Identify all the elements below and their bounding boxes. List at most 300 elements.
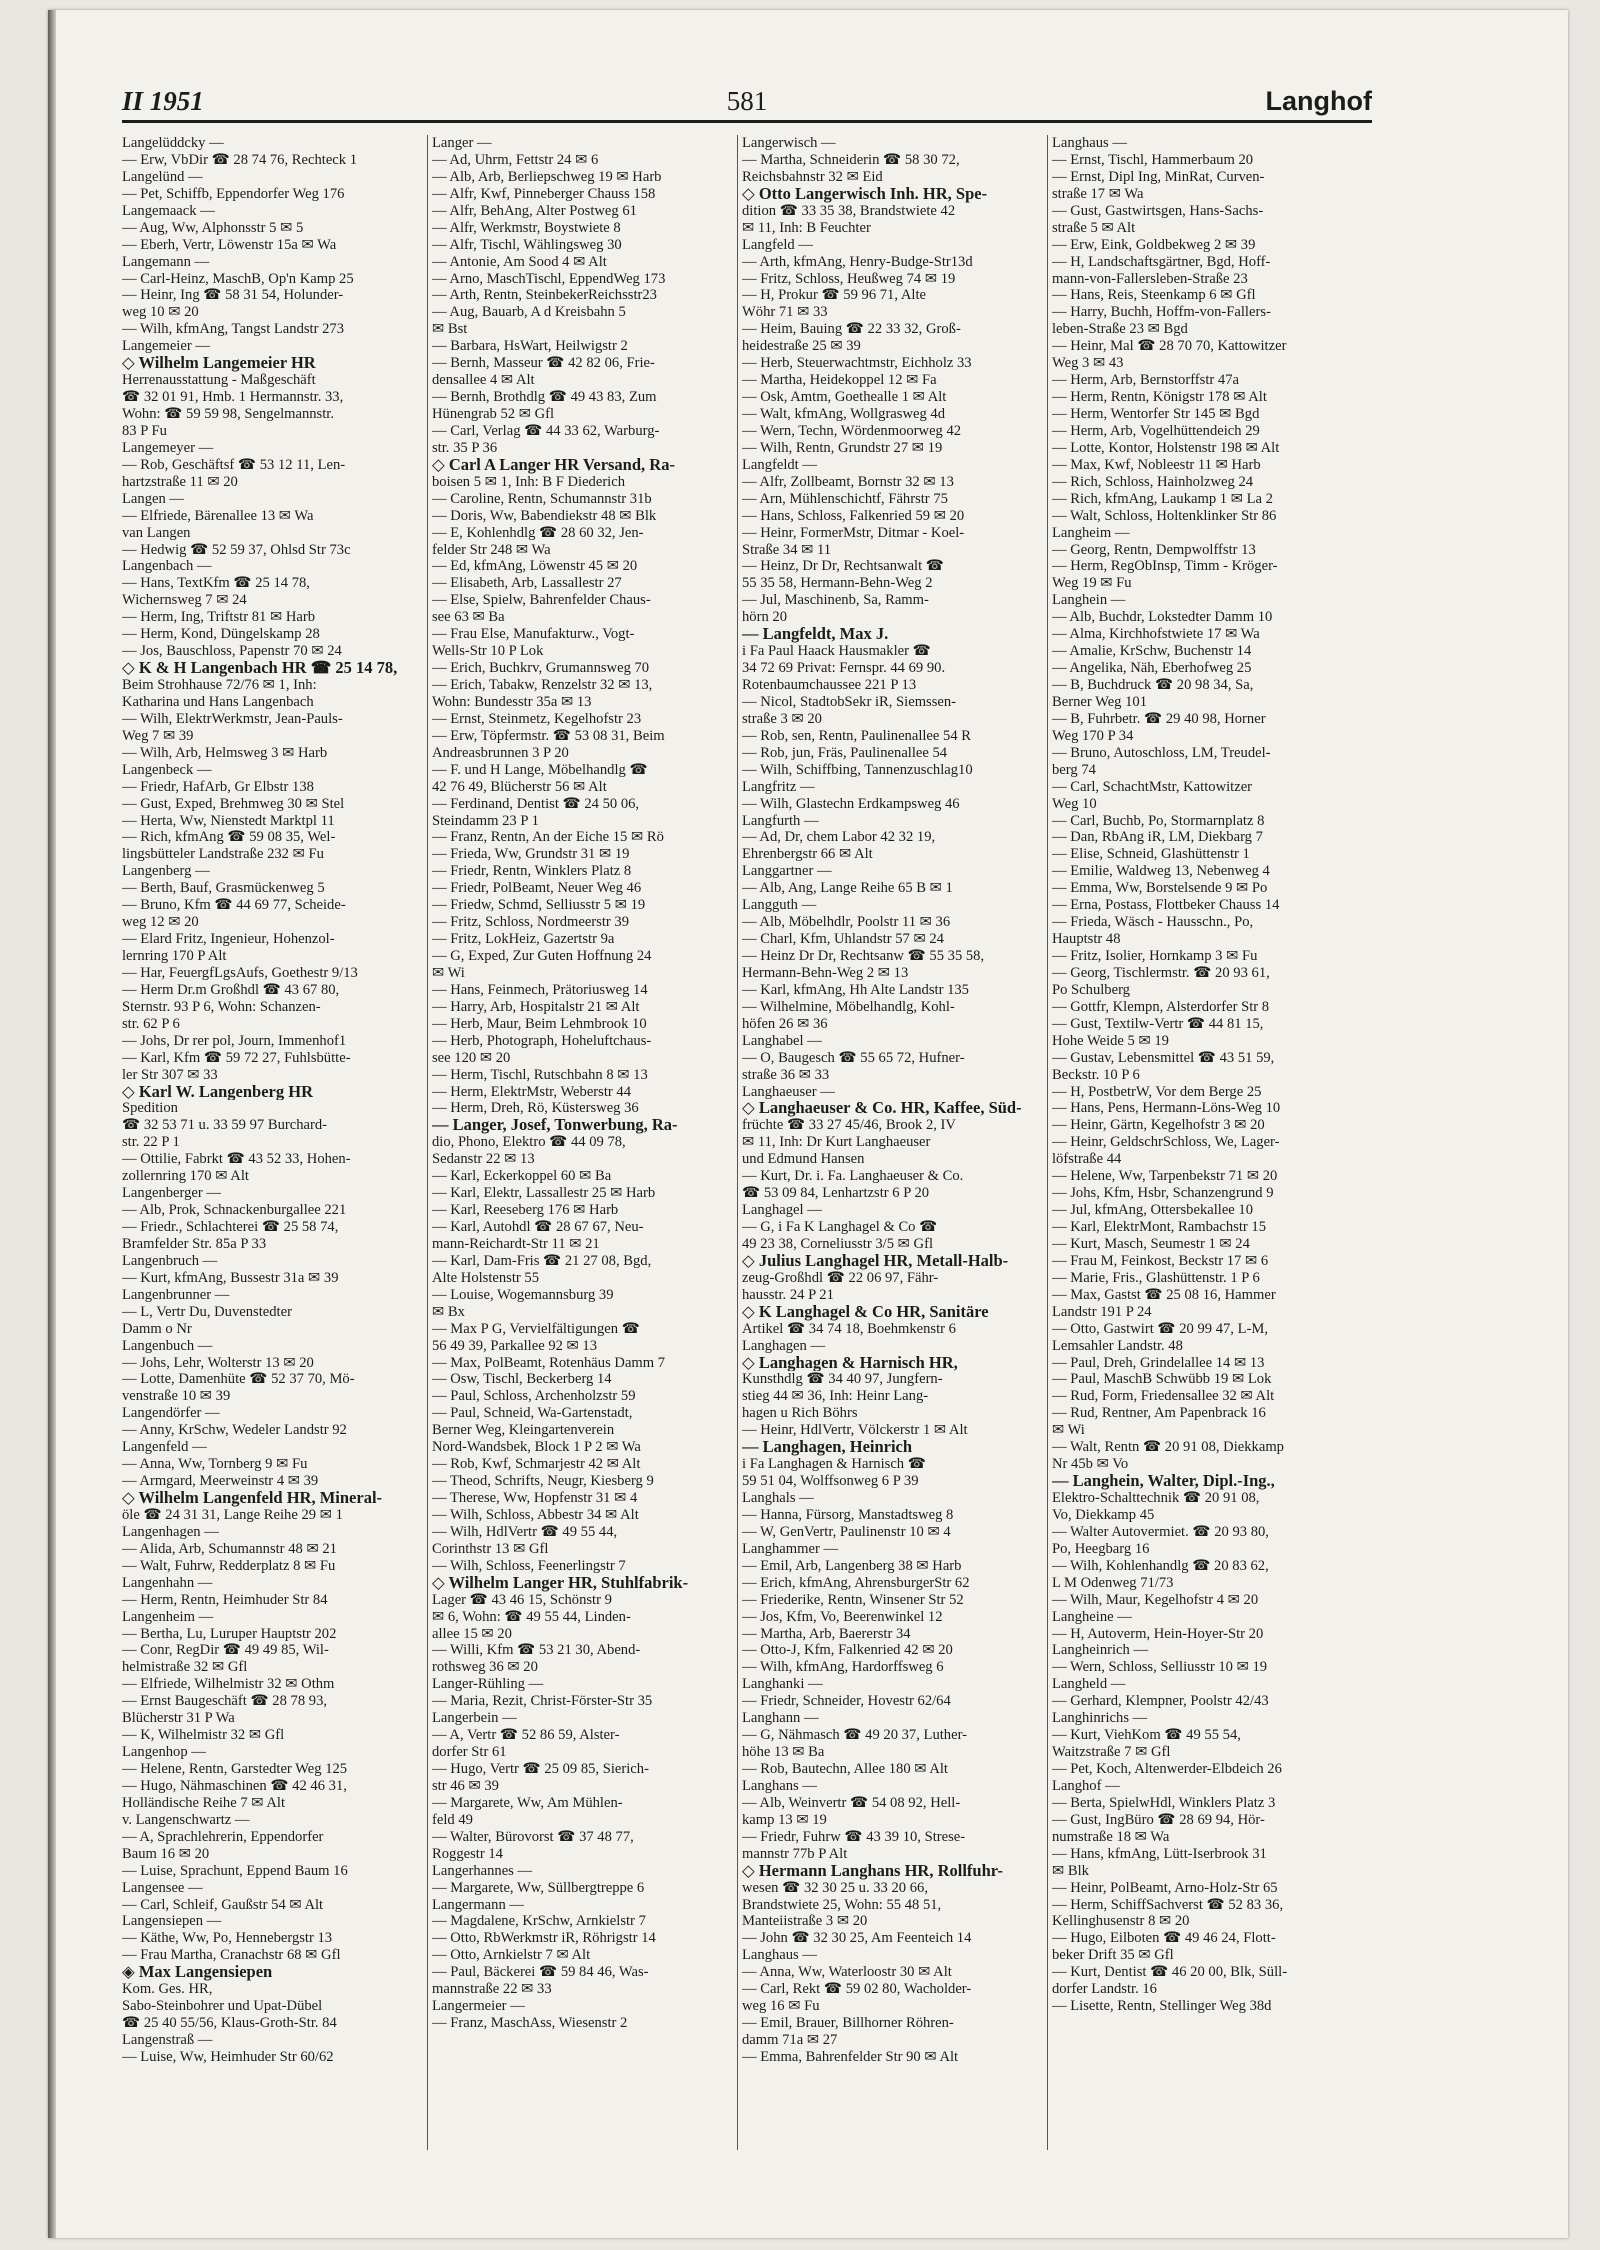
directory-line: ✉ 11, Inh: B Feuchter	[742, 219, 871, 236]
directory-line: — Bruno, Kfm ☎ 44 69 77, Scheide-	[122, 897, 346, 914]
directory-line: — Alfr, BehAng, Alter Postweg 61	[432, 202, 637, 219]
directory-line: — Arno, MaschTischl, EppendWeg 173	[432, 270, 666, 287]
directory-line: — Maria, Rezit, Christ-Förster-Str 35	[432, 1693, 653, 1710]
directory-line: wesen ☎ 32 30 25 u. 33 20 66,	[742, 1879, 928, 1896]
directory-line: — Carl, Rekt ☎ 59 02 80, Wacholder-	[742, 1981, 972, 1998]
directory-line: — Kurt, Dentist ☎ 46 20 00, Blk, Süll-	[1052, 1964, 1288, 1981]
directory-line: zollernring 170 ✉ Alt	[122, 1168, 249, 1185]
directory-line: — Else, Spielw, Bahrenfelder Chaus-	[432, 592, 651, 609]
directory-line: 49 23 38, Corneliusstr 3/5 ✉ Gfl	[742, 1235, 933, 1252]
directory-line: Langenbach —	[122, 558, 212, 575]
directory-line: Wohn: Bundesstr 35a ✉ 13	[432, 693, 592, 710]
directory-line: Langer-Rühling —	[432, 1676, 544, 1693]
directory-line: — Langhagen, Heinrich	[742, 1439, 913, 1457]
directory-line: — Osk, Amtm, Goethealle 1 ✉ Alt	[742, 389, 947, 406]
directory-line: — Gust, IngBüro ☎ 28 69 94, Hör-	[1052, 1811, 1265, 1828]
directory-line: ◇ K & H Langenbach HR ☎ 25 14 78,	[122, 660, 398, 677]
directory-line: — Emil, Brauer, Billhorner Röhren-	[742, 2015, 954, 2032]
directory-line: — Herm, Rentn, Königstr 178 ✉ Alt	[1052, 389, 1267, 406]
directory-line: hartzstraße 11 ✉ 20	[122, 473, 238, 490]
directory-line: — Ad, Uhrm, Fettstr 24 ✉ 6	[432, 151, 599, 168]
directory-line: Langermeier —	[432, 1998, 525, 2015]
directory-line: Langendörfer —	[122, 1405, 220, 1422]
directory-line: — Antonie, Am Sood 4 ✉ Alt	[432, 253, 607, 270]
directory-line: Hermann-Behn-Weg 2 ✉ 13	[742, 964, 909, 981]
directory-line: — Rich, kfmAng ☎ 59 08 35, Wel-	[122, 829, 336, 846]
directory-line: ✉ Bst	[432, 321, 468, 338]
directory-line: — Otto, Gastwirt ☎ 20 99 47, L-M,	[1052, 1320, 1268, 1337]
directory-line: — A, Sprachlehrerin, Eppendorfer	[122, 1828, 324, 1845]
directory-line: Langfurth —	[742, 812, 819, 829]
directory-line: Langerbein —	[432, 1710, 517, 1727]
directory-line: — Paul, Schneid, Wa-Gartenstadt,	[432, 1405, 633, 1422]
directory-line: Langfeld —	[742, 236, 813, 253]
directory-line: — Anna, Ww, Waterloostr 30 ✉ Alt	[742, 1964, 952, 1981]
directory-line: — Herb, Photograph, Hoheluftchaus-	[432, 1032, 652, 1049]
directory-line: — Armgard, Meerweinstr 4 ✉ 39	[122, 1473, 319, 1490]
edition-label: II 1951	[122, 86, 204, 116]
directory-line: — Friedr, PolBeamt, Neuer Weg 46	[432, 880, 642, 897]
directory-line: — Ernst, Dipl Ing, MinRat, Curven-	[1052, 168, 1265, 185]
directory-line: Langenheim —	[122, 1608, 214, 1625]
directory-line: straße 3 ✉ 20	[742, 710, 822, 727]
directory-line: — Wilh, Schloss, Feenerlingstr 7	[432, 1557, 626, 1574]
directory-line: Alte Holstenstr 55	[432, 1269, 540, 1286]
directory-line: — Frieda, Ww, Grundstr 31 ✉ 19	[432, 846, 630, 863]
directory-line: — Heinr, HdlVertr, Völckerstr 1 ✉ Alt	[742, 1422, 968, 1439]
directory-line: — Bertha, Lu, Luruper Hauptstr 202	[122, 1625, 337, 1642]
directory-line: 56 49 39, Parkallee 92 ✉ 13	[432, 1337, 598, 1354]
directory-line: Langhaus —	[742, 1947, 817, 1964]
directory-line: — Martha, Schneiderin ☎ 58 30 72,	[742, 151, 960, 168]
directory-line: — Wern, Schloss, Selliusstr 10 ✉ 19	[1052, 1659, 1268, 1676]
directory-line: Andreasbrunnen 3 P 20	[432, 744, 569, 761]
directory-line: — Magdalene, KrSchw, Arnkielstr 7	[432, 1913, 646, 1930]
directory-line: v. Langenschwartz —	[122, 1811, 250, 1828]
directory-line: str. 22 P 1	[122, 1134, 180, 1151]
directory-line: Hauptstr 48	[1052, 931, 1121, 948]
directory-line: — Friederike, Rentn, Winsener Str 52	[742, 1591, 964, 1608]
directory-line: — Louise, Wogemannsburg 39	[432, 1286, 614, 1303]
directory-line: hagen u Rich Böhrs	[742, 1405, 858, 1422]
directory-line: Nr 45b ✉ Vo	[1052, 1456, 1129, 1473]
directory-line: Brandstwiete 25, Wohn: 55 48 51,	[742, 1896, 942, 1913]
directory-line: — Anna, Ww, Tornberg 9 ✉ Fu	[122, 1456, 308, 1473]
directory-line: Langhals —	[742, 1490, 814, 1506]
directory-line: Langheinrich —	[1052, 1642, 1149, 1659]
directory-line: — Erw, Töpfermstr. ☎ 53 08 31, Beim	[432, 727, 665, 744]
directory-line: — Heim, Bauing ☎ 22 33 32, Groß-	[742, 321, 961, 338]
directory-line: — O, Baugesch ☎ 55 65 72, Hufner-	[742, 1049, 965, 1066]
directory-line: höfen 26 ✉ 36	[742, 1015, 828, 1032]
directory-line: Langer —	[432, 135, 492, 151]
directory-line: — Max, Gastst ☎ 25 08 16, Hammer	[1052, 1286, 1276, 1303]
directory-line: — Lotte, Kontor, Holstenstr 198 ✉ Alt	[1052, 439, 1280, 456]
directory-line: — Dan, RbAng iR, LM, Diekbarg 7	[1052, 829, 1263, 846]
directory-line: — Arn, Mühlenschichtf, Fährstr 75	[742, 490, 948, 507]
directory-line: — Erich, kfmAng, AhrensburgerStr 62	[742, 1574, 970, 1591]
directory-line: Po Schulberg	[1052, 981, 1130, 998]
directory-line: — Max, PolBeamt, Rotenhäus Damm 7	[432, 1354, 666, 1371]
directory-line: lernring 170 P Alt	[122, 948, 227, 964]
directory-line: ☎ 25 40 55/56, Klaus-Groth-Str. 84	[122, 2015, 337, 2032]
directory-line: Langenberger —	[122, 1185, 222, 1202]
directory-line: ◈ Max Langensiepen	[122, 1964, 273, 1982]
directory-line: — Elfriede, Bärenallee 13 ✉ Wa	[122, 507, 314, 524]
directory-line: — Kurt, kfmAng, Bussestr 31a ✉ 39	[122, 1269, 339, 1286]
directory-line: — Harry, Buchh, Hoffm-von-Fallers-	[1052, 304, 1271, 321]
directory-line: — Elise, Schneid, Glashüttenstr 1	[1052, 846, 1250, 863]
directory-line: Langgartner —	[742, 863, 832, 880]
directory-line: 55 35 58, Hermann-Behn-Weg 2	[742, 575, 933, 592]
directory-line: — Rob, Kwf, Schmarjestr 42 ✉ Alt	[432, 1456, 641, 1473]
directory-line: ◇ Otto Langerwisch Inh. HR, Spe-	[742, 185, 988, 203]
directory-line: — H, Landschaftsgärtner, Bgd, Hoff-	[1052, 253, 1271, 270]
directory-line: — Otto, Arnkielstr 7 ✉ Alt	[432, 1947, 591, 1964]
directory-line: Bramfelder Str. 85a P 33	[122, 1235, 267, 1252]
directory-line: — Hans, kfmAng, Lütt-Iserbrook 31	[1052, 1845, 1267, 1862]
directory-line: ☎ 32 01 91, Hmb. 1 Hermannstr. 33,	[122, 389, 344, 406]
directory-line: — Karl, Kfm ☎ 59 72 27, Fuhlsbütte-	[122, 1049, 351, 1066]
directory-line: — Wilh, Rentn, Grundstr 27 ✉ 19	[742, 439, 943, 456]
directory-line: — Käthe, Ww, Po, Hennebergstr 13	[122, 1930, 333, 1947]
directory-line: — Alb, Weinvertr ☎ 54 08 92, Hell-	[742, 1794, 961, 1811]
directory-line: — Bernh, Brothdlg ☎ 49 43 83, Zum	[432, 389, 657, 406]
directory-line: i Fa Paul Haack Hausmakler ☎	[742, 643, 931, 660]
directory-line: — Herm, RegObInsp, Timm - Kröger-	[1052, 558, 1278, 575]
directory-line: — Elisabeth, Arb, Lassallestr 27	[432, 575, 622, 592]
directory-line: — Frau Else, Manufakturw., Vogt-	[432, 626, 635, 643]
directory-line: Langermann —	[432, 1896, 524, 1913]
directory-line: — Wilh, Arb, Helmsweg 3 ✉ Harb	[122, 744, 328, 761]
directory-line: — Herta, Ww, Nienstedt Marktpl 11	[122, 812, 335, 829]
directory-line: — Langer, Josef, Tonwerbung, Ra-	[432, 1117, 678, 1135]
directory-line: Langenbeck —	[122, 761, 212, 778]
directory-line: — Max, Kwf, Nobleestr 11 ✉ Harb	[1052, 456, 1261, 473]
directory-line: — Herm, ElektrMstr, Weberstr 44	[432, 1083, 631, 1100]
directory-line: Langhein —	[1052, 592, 1126, 609]
directory-line: numstraße 18 ✉ Wa	[1052, 1828, 1170, 1845]
directory-line: — Walt, Schloss, Holtenklinker Str 86	[1052, 507, 1277, 524]
directory-line: Straße 34 ✉ 11	[742, 541, 832, 558]
directory-line: Steindamm 23 P 1	[432, 812, 539, 829]
directory-line: Reichsbahnstr 32 ✉ Eid	[742, 168, 883, 185]
directory-line: Wichernsweg 7 ✉ 24	[122, 592, 247, 609]
directory-line: lingsbütteler Landstraße 232 ✉ Fu	[122, 846, 324, 863]
directory-line: Langenbuch —	[122, 1337, 213, 1354]
directory-line: Langheine —	[1052, 1608, 1132, 1625]
book-spine-shadow	[48, 10, 56, 2238]
directory-line: — Hugo, Nähmaschinen ☎ 42 46 31,	[122, 1777, 347, 1794]
directory-line: — Erich, Tabakw, Renzelstr 32 ✉ 13,	[432, 677, 653, 693]
directory-line: — Nicol, StadtobSekr iR, Siemssen-	[742, 693, 957, 710]
directory-line: Langenbruch —	[122, 1252, 218, 1269]
directory-line: mann-von-Fallersleben-Straße 23	[1052, 270, 1248, 287]
directory-line: Langhof —	[1052, 1777, 1120, 1794]
column-rule	[427, 135, 428, 2150]
directory-line: str 46 ✉ 39	[432, 1777, 499, 1794]
directory-line: ler Str 307 ✉ 33	[122, 1066, 218, 1083]
directory-line: Langheim —	[1052, 524, 1130, 541]
directory-line: — Walt, kfmAng, Wollgrasweg 4d	[742, 406, 946, 422]
directory-line: — Franz, MaschAss, Wiesenstr 2	[432, 2015, 628, 2032]
directory-line: — Wilh, Schiffbing, Tannenzuschlag10	[742, 761, 973, 778]
directory-line: mannstraße 22 ✉ 33	[432, 1981, 552, 1998]
directory-line: — Gustav, Lebensmittel ☎ 43 51 59,	[1052, 1049, 1275, 1066]
directory-line: — Jos, Kfm, Vo, Beerenwinkel 12	[742, 1608, 943, 1625]
directory-line: — Wilh, ElektrWerkmstr, Jean-Pauls-	[122, 710, 343, 727]
directory-line: — Martha, Arb, Baererstr 34	[742, 1625, 911, 1642]
directory-line: — A, Vertr ☎ 52 86 59, Alster-	[432, 1727, 620, 1744]
directory-line: ◇ Langhagen & Harnisch HR,	[742, 1354, 958, 1372]
directory-line: — Paul, Schloss, Archenholzstr 59	[432, 1388, 636, 1405]
directory-line: i Fa Langhagen & Harnisch ☎	[742, 1456, 926, 1473]
directory-line: zeug-Großhdl ☎ 22 06 97, Fähr-	[742, 1269, 939, 1286]
directory-line: — Gust, Exped, Brehmweg 30 ✉ Stel	[122, 795, 345, 812]
directory-line: — G, Exped, Zur Guten Hoffnung 24	[432, 948, 652, 964]
directory-line: helmistraße 32 ✉ Gfl	[122, 1659, 248, 1676]
directory-line: Langhabel —	[742, 1032, 822, 1049]
directory-line: van Langen	[122, 524, 191, 541]
directory-line: ☎ 32 53 71 u. 33 59 97 Burchard-	[122, 1117, 328, 1134]
directory-line: beker Drift 35 ✉ Gfl	[1052, 1947, 1174, 1964]
directory-line: hörn 20	[742, 609, 787, 626]
directory-line: — Eberh, Vertr, Löwenstr 15a ✉ Wa	[122, 236, 337, 253]
directory-line: — Emma, Ww, Borstelsende 9 ✉ Po	[1052, 880, 1268, 897]
directory-line: — Carl, Schleif, Gaußstr 54 ✉ Alt	[122, 1896, 324, 1913]
directory-line: venstraße 10 ✉ 39	[122, 1388, 231, 1405]
directory-line: 34 72 69 Privat: Fernspr. 44 69 90.	[742, 660, 946, 677]
directory-line: — Max P G, Vervielfältigungen ☎	[432, 1320, 640, 1337]
directory-line: — Ferdinand, Dentist ☎ 24 50 06,	[432, 795, 640, 812]
directory-line: ◇ Carl A Langer HR Versand, Ra-	[432, 456, 675, 474]
directory-line: — B, Fuhrbetr. ☎ 29 40 98, Horner	[1052, 710, 1266, 727]
directory-line: straße 5 ✉ Alt	[1052, 219, 1136, 236]
directory-line: — Fritz, LokHeiz, Gazertstr 9a	[432, 931, 615, 948]
directory-line: — Hugo, Vertr ☎ 25 09 85, Sierich-	[432, 1761, 649, 1777]
directory-line: ✉ 6, Wohn: ☎ 49 55 44, Linden-	[432, 1608, 631, 1625]
directory-line: Langelüddcky —	[122, 135, 224, 151]
directory-line: Langhaus —	[1052, 135, 1127, 151]
directory-line: Waitzstraße 7 ✉ Gfl	[1052, 1744, 1171, 1761]
directory-line: — Luise, Ww, Heimhuder Str 60/62	[122, 2048, 334, 2065]
directory-line: — Osw, Tischl, Beckerberg 14	[432, 1371, 612, 1388]
directory-line: — Helene, Rentn, Garstedter Weg 125	[122, 1761, 348, 1777]
running-head: Langhof	[1265, 86, 1372, 116]
directory-line: — Luise, Sprachunt, Eppend Baum 16	[122, 1862, 348, 1879]
directory-line: — Aug, Ww, Alphonsstr 5 ✉ 5	[122, 219, 304, 236]
directory-line: Langenhagen —	[122, 1523, 219, 1540]
directory-line: — Alb, Möbelhdlr, Poolstr 11 ✉ 36	[742, 914, 951, 931]
directory-line: — Pet, Schiffb, Eppendorfer Weg 176	[122, 185, 345, 202]
directory-line: Berner Weg 101	[1052, 693, 1148, 710]
directory-line: Wohn: ☎ 59 59 98, Sengelmannstr.	[122, 406, 334, 422]
column-1	[122, 135, 422, 2066]
directory-line: ◇ Langhaeuser & Co. HR, Kaffee, Süd-	[742, 1100, 1022, 1118]
directory-line: — Franz, Rentn, An der Eiche 15 ✉ Rö	[432, 829, 664, 846]
directory-line: — H, Autoverm, Hein-Hoyer-Str 20	[1052, 1625, 1264, 1642]
directory-line: — Alb, Prok, Schnackenburgallee 221	[122, 1202, 347, 1219]
directory-line: — Carl, SchachtMstr, Kattowitzer	[1052, 778, 1253, 795]
directory-line: — Herm, Rentn, Heimhuder Str 84	[122, 1591, 328, 1608]
directory-line: Langhinrichs —	[1052, 1710, 1148, 1727]
directory-line: — Bruno, Autoschloss, LM, Treudel-	[1052, 744, 1271, 761]
directory-line: see 120 ✉ 20	[432, 1049, 511, 1066]
directory-line: Langenstraß —	[122, 2032, 213, 2048]
directory-line: Rotenbaumchaussee 221 P 13	[742, 677, 917, 693]
directory-line: mann-Reichardt-Str 11 ✉ 21	[432, 1235, 600, 1252]
directory-line: Langguth —	[742, 897, 817, 914]
directory-line: heidestraße 25 ✉ 39	[742, 338, 861, 355]
directory-line: Weg 3 ✉ 43	[1052, 355, 1124, 372]
directory-line: — Emilie, Waldweg 13, Nebenweg 4	[1052, 863, 1270, 880]
directory-line: — Karl, kfmAng, Hh Alte Landstr 135	[742, 981, 969, 998]
directory-line: — Paul, MaschB Schwübb 19 ✉ Lok	[1052, 1371, 1272, 1388]
directory-line: Langhagen —	[742, 1337, 826, 1354]
directory-line: damm 71a ✉ 27	[742, 2032, 838, 2048]
directory-line: — F. und H Lange, Möbelhandlg ☎	[432, 761, 648, 778]
directory-line: — Barbara, HsWart, Heilwigstr 2	[432, 338, 628, 355]
directory-line: ◇ Wilhelm Langer HR, Stuhlfabrik-	[432, 1574, 689, 1592]
directory-line: höhe 13 ✉ Ba	[742, 1744, 825, 1761]
directory-line: dition ☎ 33 35 38, Brandstwiete 42	[742, 202, 956, 219]
directory-line: — Erw, VbDir ☎ 28 74 76, Rechteck 1	[122, 151, 358, 168]
directory-line: — W, GenVertr, Paulinenstr 10 ✉ 4	[742, 1523, 951, 1540]
page-number: 581	[726, 86, 768, 116]
directory-line: ✉ Bx	[432, 1303, 465, 1320]
directory-line: Spedition	[122, 1100, 178, 1117]
column-3	[742, 135, 1042, 2066]
directory-line: — Carl, Buchb, Po, Stormarnplatz 8	[1052, 812, 1265, 829]
directory-line: — Carl-Heinz, MaschB, Op'n Kamp 25	[122, 270, 354, 287]
directory-line: — Heinr, GeldschrSchloss, We, Lager-	[1052, 1134, 1280, 1151]
directory-line: — L, Vertr Du, Duvenstedter	[122, 1303, 292, 1320]
directory-line: weg 10 ✉ 20	[122, 304, 199, 321]
directory-line: Langenberg —	[122, 863, 210, 880]
directory-line: Langfeldt —	[742, 456, 817, 473]
directory-line: Ehrenbergstr 66 ✉ Alt	[742, 846, 873, 863]
directory-line: — Alida, Arb, Schumannstr 48 ✉ 21	[122, 1540, 337, 1557]
directory-line: — Wilh, Kohlenhandlg ☎ 20 83 62,	[1052, 1557, 1269, 1574]
directory-line: ◇ Karl W. Langenberg HR	[122, 1083, 313, 1101]
directory-line: — Hans, Schloss, Falkenried 59 ✉ 20	[742, 507, 965, 524]
directory-line: — Willi, Kfm ☎ 53 21 30, Abend-	[432, 1642, 641, 1659]
directory-line: leben-Straße 23 ✉ Bgd	[1052, 321, 1188, 338]
directory-line: — Heinr, Mal ☎ 28 70 70, Kattowitzer	[1052, 338, 1287, 355]
directory-line: — Frau Martha, Cranachstr 68 ✉ Gfl	[122, 1947, 341, 1964]
directory-line: str. 62 P 6	[122, 1015, 180, 1032]
directory-line: Langhann —	[742, 1710, 819, 1727]
directory-line: — Herm Dr.m Großhdl ☎ 43 67 80,	[122, 981, 340, 998]
directory-line: — Wilhelmine, Möbelhandlg, Kohl-	[742, 998, 955, 1015]
directory-line: Langhammer —	[742, 1540, 839, 1557]
directory-line: — Alfr, Werkmstr, Boystwiete 8	[432, 219, 621, 236]
directory-line: — Otto-J, Kfm, Falkenried 42 ✉ 20	[742, 1642, 953, 1659]
column-4	[1052, 135, 1352, 2015]
directory-line: — Heinz Dr Dr, Rechtsanw ☎ 55 35 58,	[742, 948, 985, 964]
directory-line: — Rich, kfmAng, Laukamp 1 ✉ La 2	[1052, 490, 1273, 507]
directory-line: — Elfriede, Wilhelmistr 32 ✉ Othm	[122, 1676, 335, 1693]
directory-line: — Arth, Rentn, SteinbekerReichsstr23	[432, 287, 657, 304]
directory-line: Elektro-Schalttechnik ☎ 20 91 08,	[1052, 1490, 1260, 1506]
directory-line: — Anny, KrSchw, Wedeler Landstr 92	[122, 1422, 347, 1439]
directory-line: — Martha, Heidekoppel 12 ✉ Fa	[742, 372, 937, 389]
directory-line: Beim Strohhause 72/76 ✉ 1, Inh:	[122, 677, 317, 693]
directory-line: ◇ Wilhelm Langenfeld HR, Mineral-	[122, 1490, 383, 1507]
directory-line: — Wilh, Maur, Kegelhofstr 4 ✉ 20	[1052, 1591, 1259, 1608]
directory-line: — Erw, Eink, Goldbekweg 2 ✉ 39	[1052, 236, 1256, 253]
directory-line: kamp 13 ✉ 19	[742, 1811, 827, 1828]
directory-line: Wöhr 71 ✉ 33	[742, 304, 828, 321]
directory-line: — Lotte, Damenhüte ☎ 52 37 70, Mö-	[122, 1371, 355, 1388]
directory-line: — Rud, Form, Friedensallee 32 ✉ Alt	[1052, 1388, 1275, 1405]
directory-line: — Jul, Maschinenb, Sa, Ramm-	[742, 592, 929, 609]
directory-line: ✉ Wi	[432, 964, 465, 981]
directory-line: 59 51 04, Wolffsonweg 6 P 39	[742, 1473, 919, 1490]
directory-line: — Gottfr, Klempn, Alsterdorfer Str 8	[1052, 998, 1270, 1015]
directory-line: — Rob, Geschäftsf ☎ 53 12 11, Len-	[122, 456, 346, 473]
directory-line: 83 P Fu	[122, 422, 167, 439]
column-2	[432, 135, 732, 2032]
directory-line: straße 36 ✉ 33	[742, 1066, 830, 1083]
directory-line: ✉ Blk	[1052, 1862, 1089, 1879]
directory-line: — Johs, Kfm, Hsbr, Schanzengrund 9	[1052, 1185, 1274, 1202]
directory-line: — Rob, Bautechn, Allee 180 ✉ Alt	[742, 1761, 948, 1777]
directory-line: densallee 4 ✉ Alt	[432, 372, 535, 389]
directory-line: — Hans, Pens, Hermann-Löns-Weg 10	[1052, 1100, 1281, 1117]
directory-line: — Rob, jun, Fräs, Paulinenallee 54	[742, 744, 948, 761]
directory-line: — G, Nähmasch ☎ 49 20 37, Luther-	[742, 1727, 967, 1744]
directory-line: Nord-Wandsbek, Block 1 P 2 ✉ Wa	[432, 1439, 641, 1456]
directory-line: ◇ Julius Langhagel HR, Metall-Halb-	[742, 1252, 1009, 1270]
directory-line: Langenhahn —	[122, 1574, 213, 1591]
column-rule	[737, 135, 738, 2150]
directory-line: — Rich, Schloss, Hainholzweg 24	[1052, 473, 1254, 490]
directory-line: Landstr 191 P 24	[1052, 1303, 1152, 1320]
directory-line: Sabo-Steinbohrer und Upat-Dübel	[122, 1998, 323, 2015]
directory-line: mannstr 77b P Alt	[742, 1845, 848, 1862]
directory-line: — Alfr, Kwf, Pinneberger Chauss 158	[432, 185, 656, 202]
column-rule	[1047, 135, 1048, 2150]
directory-line: Langemaack —	[122, 202, 215, 219]
directory-line: — E, Kohlenhdlg ☎ 28 60 32, Jen-	[432, 524, 644, 541]
directory-line: — Margarete, Ww, Am Mühlen-	[432, 1794, 623, 1811]
directory-line: — Angelika, Näh, Eberhofweg 25	[1052, 660, 1252, 677]
directory-line: — Alb, Arb, Berliepschweg 19 ✉ Harb	[432, 168, 662, 185]
directory-line: boisen 5 ✉ 1, Inh: B F Diederich	[432, 473, 626, 490]
directory-line: ◇ Wilhelm Langemeier HR	[122, 355, 316, 373]
directory-line: Artikel ☎ 34 74 18, Boehmkenstr 6	[742, 1320, 956, 1337]
directory-line: — Heinr, Gärtn, Kegelhofstr 3 ✉ 20	[1052, 1117, 1265, 1134]
directory-line: — Marie, Fris., Glashüttenstr. 1 P 6	[1052, 1269, 1260, 1286]
directory-line: — Theod, Schrifts, Neugr, Kiesberg 9	[432, 1473, 654, 1490]
directory-line: — Fritz, Schloss, Nordmeerstr 39	[432, 914, 629, 931]
directory-line: löfstraße 44	[1052, 1151, 1122, 1168]
directory-line: — Helene, Ww, Tarpenbekstr 71 ✉ 20	[1052, 1168, 1278, 1185]
directory-line: Katharina und Hans Langenbach	[122, 693, 314, 710]
directory-line: Manteiistraße 3 ✉ 20	[742, 1913, 868, 1930]
directory-line: — Arth, kfmAng, Henry-Budge-Str13d	[742, 253, 973, 270]
directory-line: see 63 ✉ Ba	[432, 609, 505, 626]
directory-line: Langheld —	[1052, 1676, 1126, 1693]
directory-line: — Erna, Postass, Flottbeker Chauss 14	[1052, 897, 1280, 914]
directory-line: Damm o Nr	[122, 1320, 192, 1337]
directory-line: — Kurt, ViehKom ☎ 49 55 54,	[1052, 1727, 1241, 1744]
directory-line: Langenhop —	[122, 1744, 206, 1761]
directory-line: — Heinz, Dr Dr, Rechtsanwalt ☎	[742, 558, 944, 575]
directory-line: — Herb, Steuerwachtmstr, Eichholz 33	[742, 355, 972, 372]
directory-line: — Alfr, Zollbeamt, Bornstr 32 ✉ 13	[742, 473, 954, 490]
